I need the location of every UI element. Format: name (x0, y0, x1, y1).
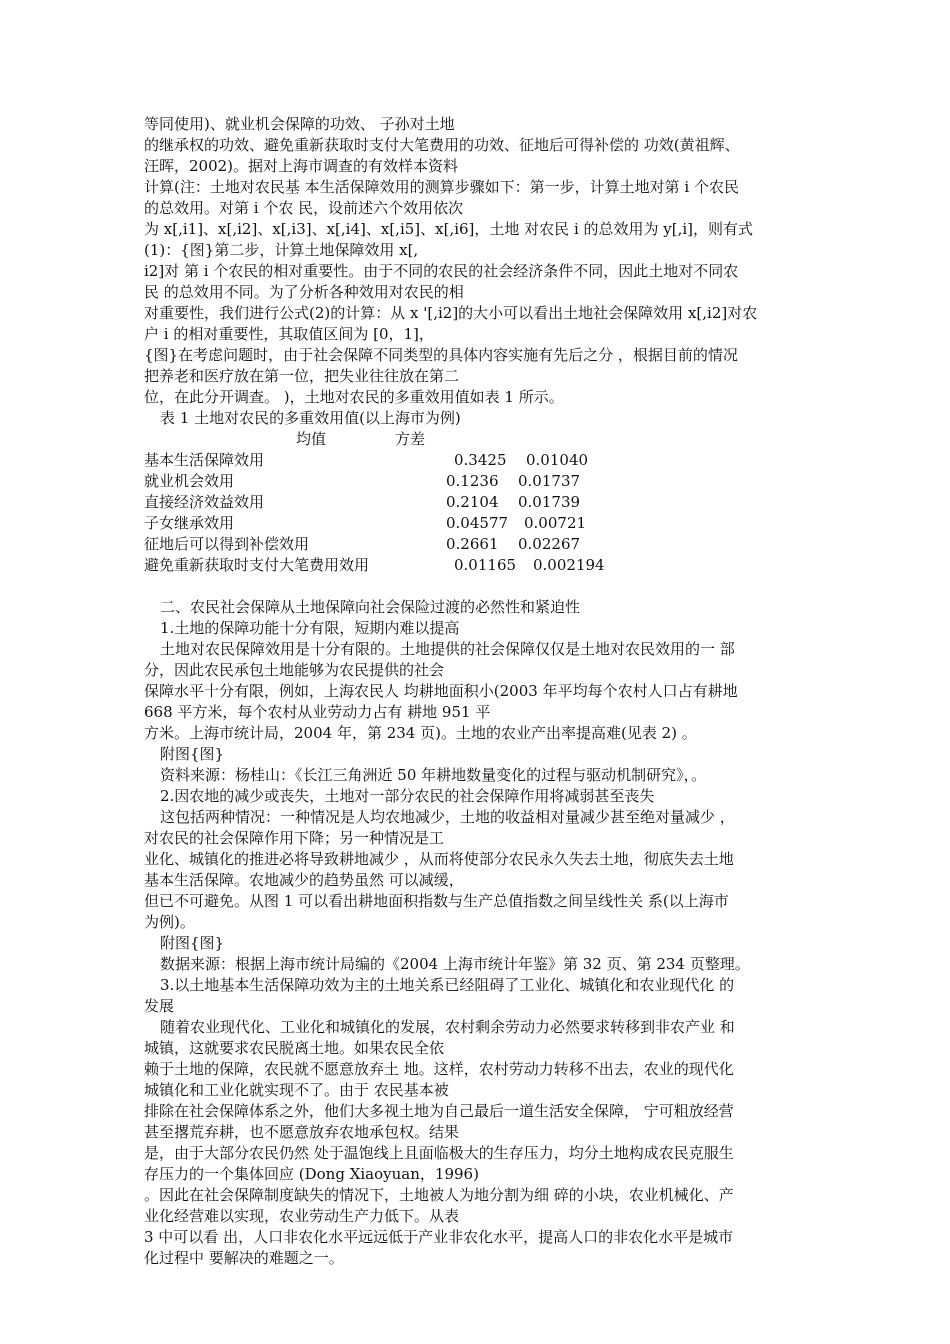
text-line-indented: 1.土地的保障功能十分有限，短期内难以提高 (160, 619, 460, 637)
text-line-indented: 资料来源：杨桂山：《长江三角洲近 50 年耕地数量变化的过程与驱动机制研究》，。 (160, 766, 707, 784)
text-line: 的继承权的功效、避免重新获取时支付大笔费用的功效、征地后可得补偿的 功效(黄祖辉、 (144, 136, 740, 154)
text-line: 把养老和医疗放在第一位，把失业往往放在第二 (144, 367, 460, 385)
table-header-variance: 方差 (395, 430, 426, 448)
table-row (144, 555, 810, 576)
table-header-mean: 均值 (296, 430, 327, 448)
text-line: 的总效用。对第 i 个农 民，设前述六个效用依次 (144, 199, 464, 217)
text-line-indented: 数据来源：根据上海市统计局编的《2004 上海市统计年鉴》第 32 页、第 234 页整理。 (160, 955, 750, 973)
text-line-indented: 附图{图} (160, 934, 225, 952)
table-1-body (144, 450, 810, 576)
blank-line (144, 576, 810, 597)
table-row (144, 534, 810, 555)
table-1-title: 表 1 土地对农民的多重效用值(以上海市为例) (160, 409, 461, 427)
text-line: 发展 (144, 997, 175, 1015)
text-line: 计算(注：土地对农民基 本生活保障效用的测算步骤如下：第一步，计算土地对第 i 个农民 (144, 178, 739, 196)
text-line: 城镇化和工业化就实现不了。由于 农民基本被 (144, 1081, 449, 1099)
table-cell-variance: 0.01040 (526, 451, 589, 469)
table-cell-variance: 0.002194 (533, 556, 605, 574)
text-line: 户 i 的相对重要性，其取值区间为 [0，1]， (144, 325, 434, 343)
table-cell-mean: 0.1236 (446, 472, 499, 490)
text-line: 分，因此农民承包土地能够为农民提供的社会 (144, 661, 445, 679)
text-line: 业化经营难以实现，农业劳动生产力低下。从表 (144, 1207, 460, 1225)
text-line: 等同使用)、就业机会保障的功效、 子孙对土地 (144, 115, 455, 133)
text-line: i2]对 第 i 个农民的相对重要性。由于不同的农民的社会经济条件不同，因此土地对不同农 (144, 262, 739, 280)
document-page (144, 114, 810, 1269)
text-line: 但已不可避免。从图 1 可以看出耕地面积指数与生产总值指数之间呈线性关 系(以上海市 (144, 892, 729, 910)
text-line-indented: 3.以土地基本生活保障功效为主的土地关系已经阻碍了工业化、城镇化和农业现代化 的 (160, 976, 735, 994)
text-line-indented: 土地对农民保障效用是十分有限的。土地提供的社会保障仅仅是土地对农民效用的一 部 (160, 640, 735, 658)
table-cell-variance: 0.01739 (518, 493, 581, 511)
text-line: 为 x[,i1]、x[,i2]、x[,i3]、x[,i4]、x[,i5]、x[,i6]，土地 对农民 i 的总效用为 y[,i]，则有式 (144, 220, 754, 238)
table-cell-label: 子女继承效用 (144, 514, 235, 532)
text-line: 排除在社会保障体系之外，他们大多视土地为自己最后一道生活安全保障， 宁可粗放经营 (144, 1102, 734, 1120)
text-line: 基本生活保障。农地减少的趋势虽然 可以减缓， (144, 871, 464, 889)
table-cell-variance: 0.01737 (518, 472, 581, 490)
text-line: 668 平方米，每个农村从业劳动力占有 耕地 951 平 (144, 703, 491, 721)
section-two-text (144, 597, 810, 1269)
text-line: 为例)。 (144, 913, 195, 931)
text-line-indented: 随着农业现代化、工业化和城镇化的发展，农村剩余劳动力必然要求转移到非农产业 和 (160, 1018, 735, 1036)
table-cell-label: 征地后可以得到补偿效用 (144, 535, 310, 553)
text-line: 对农民的社会保障作用下降；另一种情况是工 (144, 829, 445, 847)
text-line: 民 的总效用不同。为了分析各种效用对农民的相 (144, 283, 464, 301)
table-cell-label: 基本生活保障效用 (144, 451, 265, 469)
text-line: 赖于土地的保障，农民就不愿意放弃土 地。这样，农村劳动力转移不出去，农业的现代化 (144, 1060, 734, 1078)
table-cell-label: 避免重新获取时支付大笔费用效用 (144, 556, 370, 574)
table-cell-mean: 0.2661 (446, 535, 499, 553)
table-row (144, 450, 810, 471)
table-cell-mean: 0.01165 (454, 556, 517, 574)
table-row (144, 513, 810, 534)
text-line: 对重要性，我们进行公式(2)的计算：从 x '[,i2]的大小可以看出土地社会保障效用 x[,i2]对农 (144, 304, 758, 322)
text-line: 甚至撂荒弃耕，也不愿意放弃农地承包权。结果 (144, 1123, 460, 1141)
text-line: 汪晖，2002)。据对上海市调查的有效样本资料 (144, 157, 459, 175)
text-line: 方米。上海市统计局，2004 年，第 234 页)。土地的农业产出率提高难(见表 2) 。 (144, 724, 697, 742)
text-line: 业化、城镇化的推进必将导致耕地减少 ，从而将使部分农民永久失去土地，彻底失去土地 (144, 850, 734, 868)
text-line: 化过程中 要解决的难题之一。 (144, 1249, 344, 1267)
text-line: 位，在此分开调查。 )，土地对农民的多重效用值如表 1 所示。 (144, 388, 564, 406)
paragraph-utility-measurement (144, 114, 810, 408)
table-cell-variance: 0.02267 (518, 535, 581, 553)
text-line: 。因此在社会保障制度缺失的情况下，土地被人为地分割为细 碎的小块，农业机械化、产 (144, 1186, 734, 1204)
table-cell-label: 直接经济效益效用 (144, 493, 265, 511)
table-row (144, 492, 810, 513)
text-line: {图}在考虑问题时，由于社会保障不同类型的具体内容实施有先后之分 ，根据目前的情况 (144, 346, 738, 364)
table-cell-mean: 0.04577 (446, 514, 509, 532)
table-cell-variance: 0.00721 (524, 514, 587, 532)
text-line-indented: 附图{图} (160, 745, 225, 763)
text-line: 存压力的一个集体回应 (Dong Xiaoyuan，1996) (144, 1165, 479, 1183)
text-line-indented: 二、农民社会保障从土地保障向社会保险过渡的必然性和紧迫性 (160, 598, 581, 616)
text-line: 是，由于大部分农民仍然 处于温饱线上且面临极大的生存压力，均分土地构成农民克服生 (144, 1144, 734, 1162)
text-line-indented: 2.因农地的减少或丧失，土地对一部分农民的社会保障作用将减弱甚至丧失 (160, 787, 655, 805)
table-1-header-row (144, 429, 810, 450)
text-line: (1)：{图}第二步，计算土地保障效用 x[, (144, 241, 419, 259)
table-1 (144, 408, 810, 576)
text-line: 3 中可以看 出，人口非农化水平远远低于产业非农化水平，提高人口的非农化水平是城市 (144, 1228, 734, 1246)
table-cell-label: 就业机会效用 (144, 472, 235, 490)
table-cell-mean: 0.2104 (446, 493, 499, 511)
text-line: 城镇，这就要求农民脱离土地。如果农民全依 (144, 1039, 445, 1057)
text-line: 保障水平十分有限，例如，上海农民人 均耕地面积小(2003 年平均每个农村人口占有耕地 (144, 682, 738, 700)
table-cell-mean: 0.3425 (454, 451, 507, 469)
table-row (144, 471, 810, 492)
text-line-indented: 这包括两种情况：一种情况是人均农地减少，土地的收益相对量减少甚至绝对量减少 ， (160, 808, 735, 826)
